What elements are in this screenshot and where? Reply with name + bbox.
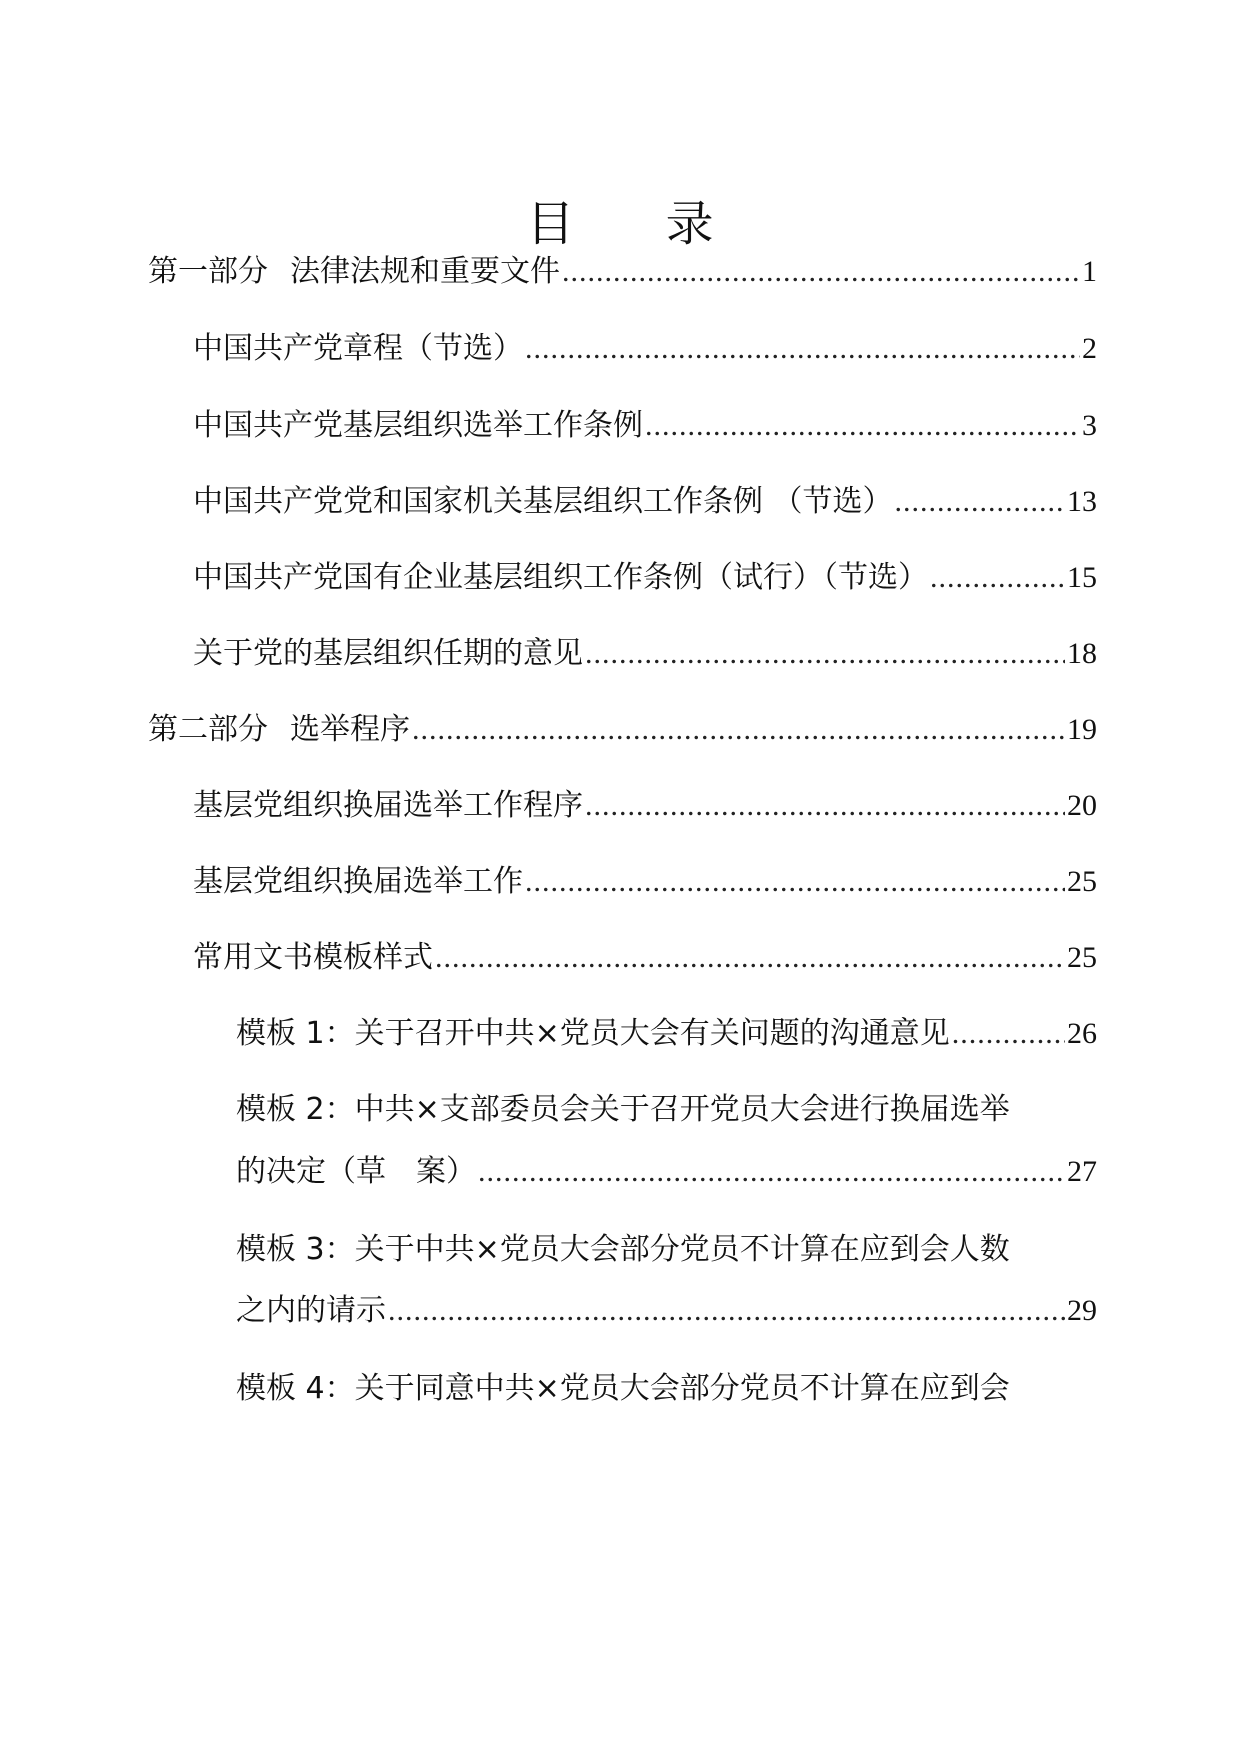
dot-leader xyxy=(478,1150,1065,1194)
toc-entry-label: 基层党组织换届选举工作 xyxy=(193,864,523,899)
toc-entry-label: 第一部分 法律法规和重要文件 xyxy=(148,254,560,289)
toc-page-number: 29 xyxy=(1067,1294,1097,1327)
toc-page-number: 26 xyxy=(1067,1017,1097,1050)
toc-entry-label: 之内的请示 xyxy=(236,1293,386,1328)
dot-leader xyxy=(412,708,1065,752)
toc-page-number: 25 xyxy=(1067,941,1097,974)
dot-leader xyxy=(952,1012,1065,1056)
toc-page-number: 27 xyxy=(1067,1155,1097,1188)
toc-entry-label: 关于党的基层组织任期的意见 xyxy=(193,636,583,671)
toc-entry-label: 模板 1：关于召开中共×党员大会有关问题的沟通意见 xyxy=(236,1016,950,1051)
toc-entry-template-2-line-1[interactable]: 模板 2：中共×支部委员会关于召开党员大会进行换届选举 xyxy=(236,1092,1010,1127)
toc-page-number: 3 xyxy=(1082,409,1097,442)
toc-entry-label: 中国共产党党和国家机关基层组织工作条例 （节选） xyxy=(193,484,893,519)
dot-leader xyxy=(895,480,1065,524)
dot-leader xyxy=(435,936,1065,980)
toc-entry[interactable] xyxy=(193,404,1097,448)
toc-entry[interactable] xyxy=(193,327,1097,371)
toc-entry[interactable] xyxy=(193,860,1097,904)
toc-entry-part-1[interactable] xyxy=(148,250,1097,294)
toc-page-number: 1 xyxy=(1082,255,1097,288)
toc-title: 目 录 xyxy=(526,196,752,252)
toc-page-number: 2 xyxy=(1082,332,1097,365)
toc-entry[interactable] xyxy=(193,936,1097,980)
toc-entry[interactable] xyxy=(193,632,1097,676)
toc-entry-label: 基层党组织换届选举工作程序 xyxy=(193,788,583,823)
toc-page-number: 20 xyxy=(1067,789,1097,822)
dot-leader xyxy=(525,327,1080,371)
dot-leader xyxy=(388,1289,1065,1333)
toc-page-number: 15 xyxy=(1067,561,1097,594)
toc-entry-template-3[interactable] xyxy=(236,1289,1097,1333)
toc-entry-label: 中国共产党章程（节选） xyxy=(193,331,523,366)
toc-entry-label: 第二部分 选举程序 xyxy=(148,712,410,747)
toc-entry-template-3-line-1[interactable]: 模板 3：关于中共×党员大会部分党员不计算在应到会人数 xyxy=(236,1232,1010,1267)
toc-entry[interactable] xyxy=(193,784,1097,828)
toc-page-number: 25 xyxy=(1067,865,1097,898)
dot-leader xyxy=(645,404,1080,448)
toc-page-number: 18 xyxy=(1067,637,1097,670)
toc-entry[interactable] xyxy=(193,480,1097,524)
toc-entry[interactable] xyxy=(193,556,1097,600)
dot-leader xyxy=(930,556,1065,600)
toc-entry-label: 的决定（草 案） xyxy=(236,1154,476,1189)
toc-entry-label: 中国共产党国有企业基层组织工作条例（试行）（节选） xyxy=(193,560,928,595)
toc-entry-label: 常用文书模板样式 xyxy=(193,940,433,975)
dot-leader xyxy=(562,250,1080,294)
toc-page-number: 13 xyxy=(1067,485,1097,518)
toc-entry-part-2[interactable] xyxy=(148,708,1097,752)
dot-leader xyxy=(585,784,1065,828)
dot-leader xyxy=(525,860,1065,904)
toc-page-number: 19 xyxy=(1067,713,1097,746)
toc-entry-template-1[interactable] xyxy=(236,1012,1097,1056)
dot-leader xyxy=(585,632,1065,676)
toc-entry-template-2[interactable] xyxy=(236,1150,1097,1194)
toc-entry-template-4-line-1[interactable]: 模板 4：关于同意中共×党员大会部分党员不计算在应到会 xyxy=(236,1371,1010,1406)
toc-entry-label: 中国共产党基层组织选举工作条例 xyxy=(193,408,643,443)
